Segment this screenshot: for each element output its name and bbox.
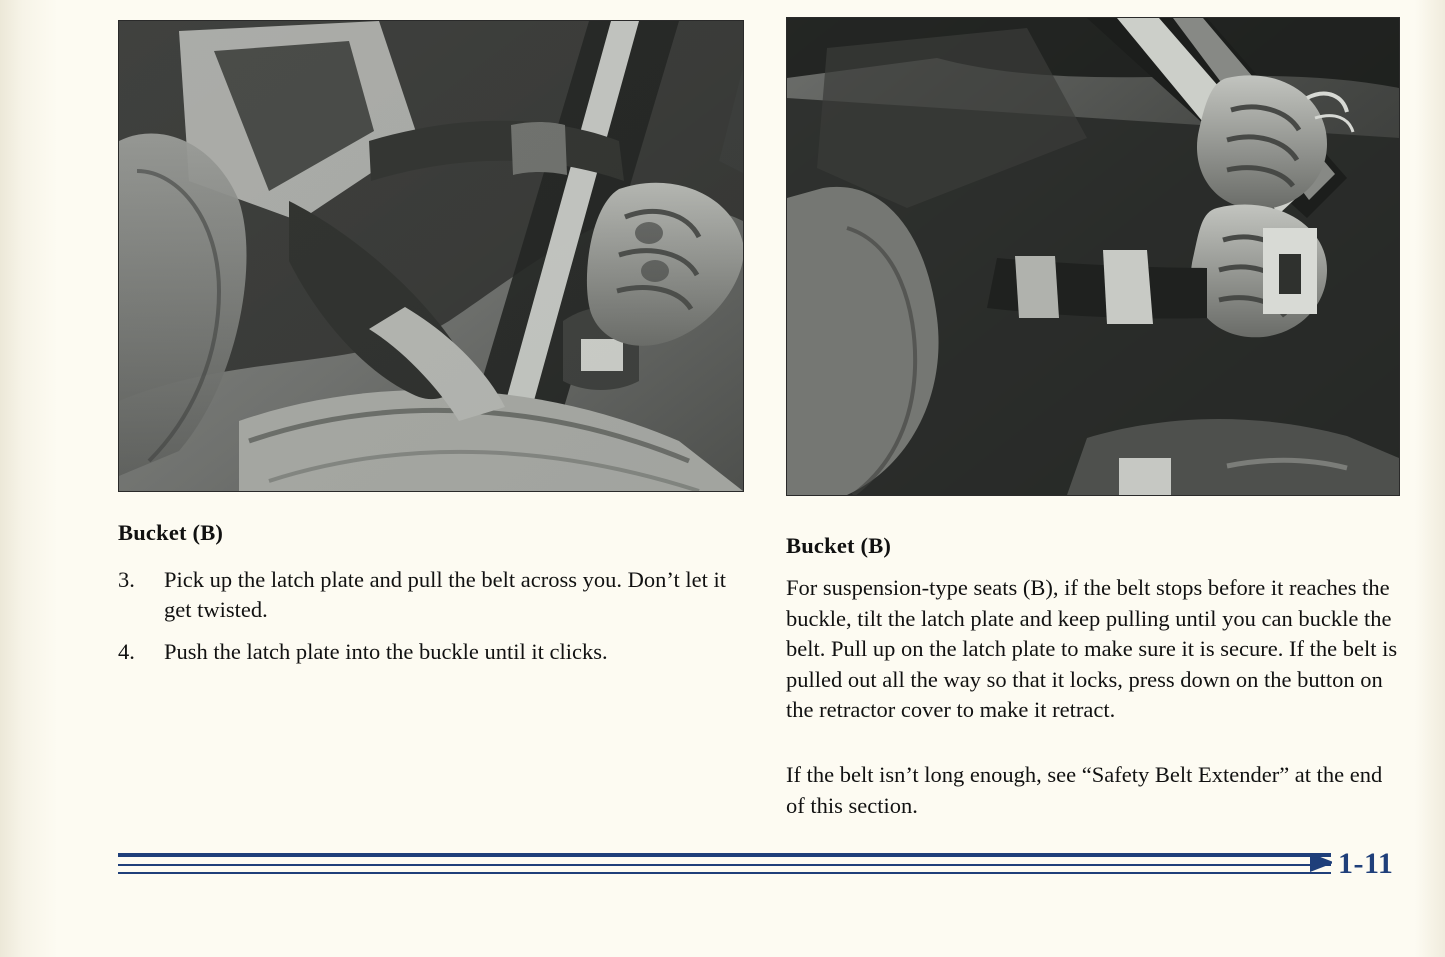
left-column-heading: Bucket (B) <box>118 520 224 545</box>
step-number: 3. <box>118 567 135 592</box>
footer-rule-thin <box>118 864 1331 874</box>
figure-left-artwork <box>119 21 743 491</box>
right-column-paragraph-1: For suspension-type seats (B), if the belt stops before it reaches the buckle, tilt the latch plate and keep pulling until you can buckle the belt. Pull up on the latch plate to make sure it is secure. If the belt is pulled out all the way so that it locks, press down on the button on the retractor cover to make it retract. <box>786 575 1398 722</box>
right-column-heading: Bucket (B) <box>786 533 892 558</box>
list-item <box>118 637 738 667</box>
page-number: 1-11 <box>1338 847 1394 880</box>
right-column-paragraph-2: If the belt isn’t long enough, see “Safety Belt Extender” at the end of this section. <box>786 762 1383 818</box>
step-text: Pick up the latch plate and pull the belt across you. Don’t let it get twisted. <box>164 567 726 622</box>
step-text: Push the latch plate into the buckle until it clicks. <box>164 639 608 664</box>
figure-suspension-seat-tilt-latch <box>786 17 1400 496</box>
figure-right-artwork <box>787 18 1399 495</box>
list-item <box>118 565 738 625</box>
figure-bucket-latch-into-buckle <box>118 20 744 492</box>
footer-rule-thick <box>118 853 1331 857</box>
step-number: 4. <box>118 639 135 664</box>
left-column-step-list <box>118 565 738 679</box>
